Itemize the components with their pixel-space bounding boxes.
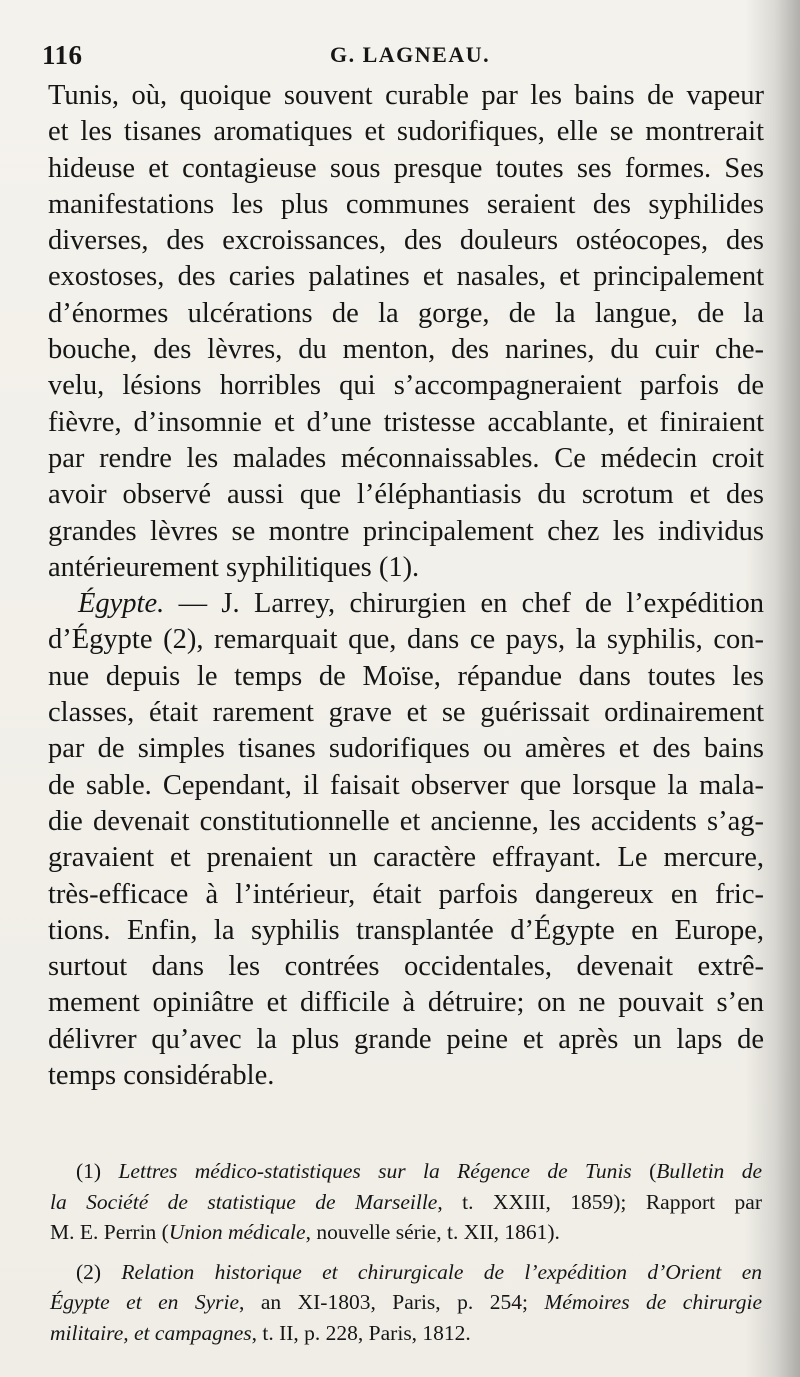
- footnote-text: (: [631, 1159, 657, 1183]
- footnote-1-line: [50, 1217, 762, 1248]
- text-line: par rendre les malades méconnaissables. Ce médecin croit: [48, 442, 764, 474]
- footnote-text: Bulletin de: [656, 1159, 762, 1183]
- text-line: nue depuis le temps de Moïse, répandue dans toutes les: [48, 660, 764, 692]
- footnote-text: Union médicale: [168, 1220, 306, 1244]
- footnote-text: , t. XXIII, 1859); Rapport par: [437, 1189, 762, 1214]
- text-line: diverses, des excroissances, des douleurs ostéocopes, des: [48, 225, 764, 257]
- footnote-text: militaire, et campagnes: [50, 1320, 252, 1345]
- footnote-text: la Société de statistique de Marseille: [50, 1189, 438, 1214]
- text-line: hideuse et contagieuse sous presque toutes ses formes. Ses: [48, 152, 764, 184]
- footnotes: [50, 1156, 762, 1348]
- text-line: classes, était rarement grave et se guérissait ordinairement: [48, 697, 764, 729]
- text-line: die devenait constitutionnelle et ancienne, les accidents s’ag-: [48, 805, 764, 837]
- footnote-1-marker: (1): [76, 1159, 102, 1183]
- text-line: délivrer qu’avec la plus grande peine et après un laps de: [48, 1023, 764, 1055]
- footnote-1-title: Lettres médico-statistiques sur la Régence de Tunis: [118, 1159, 632, 1183]
- text-line: d’énormes ulcérations de la gorge, de la langue, de la: [48, 297, 764, 329]
- text-line: fièvre, d’insomnie et d’une tristesse accablante, et finiraient: [48, 406, 764, 438]
- running-head: G. LAGNEAU.: [330, 42, 491, 67]
- footnote-text: , nouvelle série, t. XII, 1861).: [305, 1220, 560, 1244]
- text-line: bouche, des lèvres, du menton, des narines, du cuir che-: [48, 334, 764, 366]
- text-line: manifestations les plus communes seraient des syphilides: [48, 188, 764, 220]
- text-line: surtout dans les contrées occidentales, devenait extrê-: [48, 951, 764, 983]
- text-line: exostoses, des caries palatines et nasales, et principalement: [48, 261, 764, 293]
- text-line: velu, lésions horribles qui s’accompagneraient parfois de: [48, 370, 764, 402]
- text-line: et les tisanes aromatiques et sudorifiques, elle se montrerait: [48, 116, 764, 148]
- section-start-line: [48, 586, 764, 622]
- text-line: tions. Enfin, la syphilis transplantée d’Égypte en Europe,: [48, 914, 764, 946]
- paragraph-end-line: antérieurement syphilitiques (1).: [48, 551, 420, 583]
- text-line: de sable. Cependant, il faisait observer que lorsque la mala-: [48, 769, 764, 801]
- footnote-text: M. E. Perrin (: [50, 1220, 169, 1244]
- footnote-2-marker: (2): [76, 1259, 102, 1284]
- text-line: très-efficace à l’intérieur, était parfois dangereux en fric-: [48, 878, 764, 910]
- footnote-1-line: [50, 1187, 762, 1218]
- footnote-2-line: [50, 1287, 762, 1318]
- page-header: [42, 34, 742, 74]
- body-text: [48, 78, 764, 1094]
- footnote-text: Égypte et en Syrie: [50, 1290, 240, 1314]
- text-line: avoir observé aussi que l’éléphantiasis du scrotum et des: [48, 479, 764, 511]
- text-line: grandes lèvres se montre principalement chez les individus: [48, 515, 764, 547]
- page-number: 116: [42, 40, 83, 70]
- footnote-text: , an XI-1803, Paris, p. 254;: [239, 1290, 545, 1314]
- text-line: gravaient et prenaient un caractère effrayant. Le mercure,: [48, 842, 764, 874]
- section-title-egypte: Égypte.: [78, 588, 165, 620]
- footnote-text: Mémoires de chirurgie: [544, 1290, 762, 1314]
- footnote-2-line: [50, 1318, 762, 1349]
- text-line: d’Égypte (2), remarquait que, dans ce pays, la syphilis, con-: [48, 624, 764, 656]
- text-line: Tunis, où, quoique souvent curable par les bains de vapeur: [48, 80, 764, 111]
- text-line: mement opiniâtre et difficile à détruire; on ne pouvait s’en: [48, 987, 764, 1019]
- footnote-text: , t. II, p. 228, Paris, 1812.: [251, 1320, 471, 1345]
- paragraph-end-line: temps considérable.: [48, 1060, 275, 1092]
- footnote-1-line: [50, 1156, 762, 1187]
- footnote-2-title: Relation historique et chirurgicale de l’expédition d’Orient en: [121, 1259, 763, 1284]
- footnote-2-line: [50, 1257, 762, 1288]
- text-line: par de simples tisanes sudorifiques ou amères et des bains: [48, 733, 764, 765]
- section-start-text: — J. Larrey, chirurgien en chef de l’expédition: [164, 588, 764, 620]
